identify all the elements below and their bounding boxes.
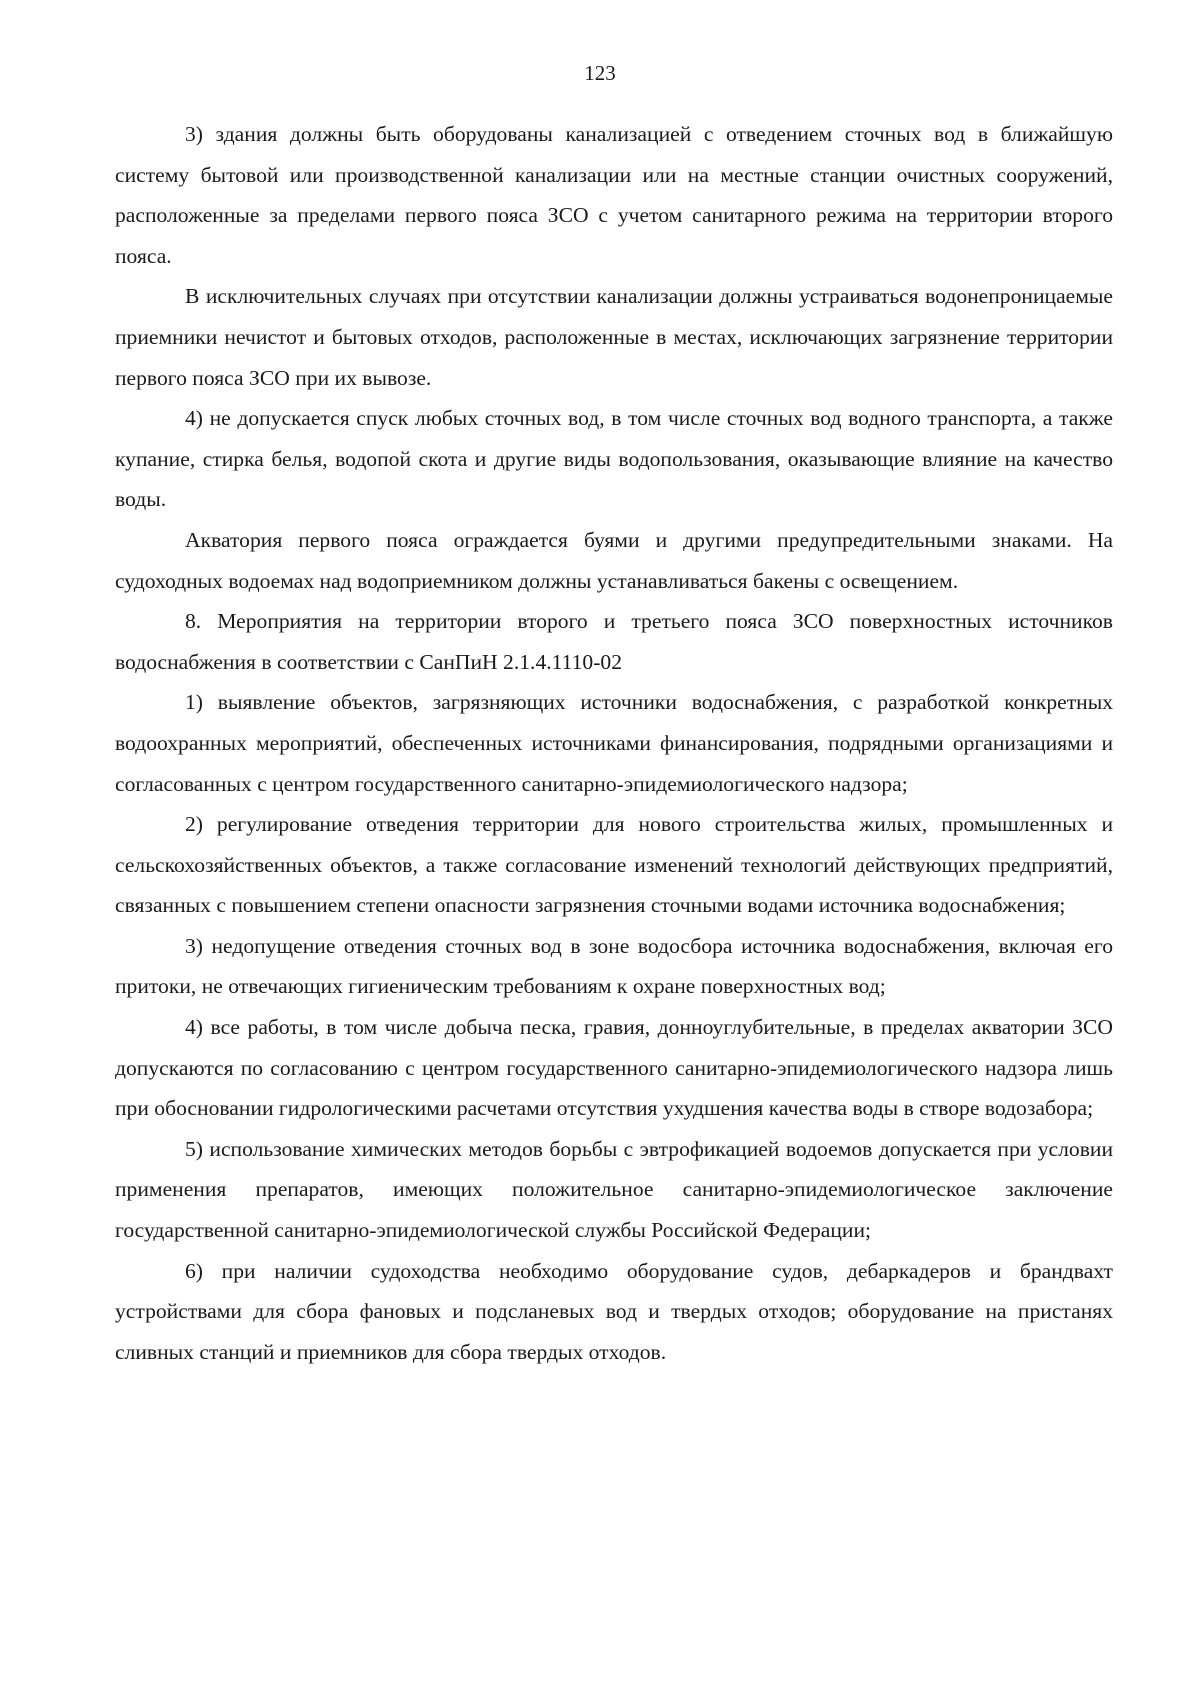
paragraph-8: 3) недопущение отведения сточных вод в зоне водосбора источника водоснабжения, включая его притоки, не отвечающих гигиеническим требованиям к охране поверхностных вод; bbox=[115, 933, 1113, 999]
document-body bbox=[115, 114, 1113, 1372]
paragraph-7: 2) регулирование отведения территории для нового строительства жилых, промышленных и сельскохозяйственных объектов, а также согласование изменений технологий действующих предприятий, связанных с повышением степени опасности загрязнения сточными водами источника водоснабжения; bbox=[115, 812, 1113, 918]
paragraph-9: 4) все работы, в том числе добыча песка, гравия, донноуглубительные, в пределах акватории ЗСО допускаются по согласованию с центром государственного санитарно-эпидемиологического надзора лишь при обосновании гидрологическими расчетами отсутствия ухудшения качества воды в створе водозабора; bbox=[115, 1015, 1113, 1121]
paragraph-3: 4) не допускается спуск любых сточных вод, в том числе сточных вод водного транспорта, а также купание, стирка белья, водопой скота и другие виды водопользования, оказывающие влияние на качество воды. bbox=[115, 406, 1113, 512]
page-number: 123 bbox=[584, 61, 616, 85]
paragraph-11: 6) при наличии судоходства необходимо оборудование судов, дебаркадеров и брандвахт устройствами для сбора фановых и подсланевых вод и твердых отходов; оборудование на пристанях сливных станций и приемников для сбора твердых отходов. bbox=[115, 1258, 1113, 1364]
paragraph-10: 5) использование химических методов борьбы с эвтрофикацией водоемов допускается при условии применения препаратов, имеющих положительное санитарно-эпидемиологическое заключение государственной санитарно-эпидемиологической службы Российской Федерации; bbox=[115, 1136, 1113, 1243]
paragraph-1: 3) здания должны быть оборудованы канализацией с отведением сточных вод в ближайшую систему бытовой или производственной канализации или на местные станции очистных сооружений, расположенные за пределами первого пояса ЗСО с учетом санитарного режима на территории второго пояса. bbox=[115, 122, 1113, 268]
paragraph-2: В исключительных случаях при отсутствии канализации должны устраиваться водонепроницаемые приемники нечистот и бытовых отходов, расположенные в местах, исключающих загрязнение территории первого пояса ЗСО при их вывозе. bbox=[115, 284, 1113, 390]
section-heading-8: 8. Мероприятия на территории второго и третьего пояса ЗСО поверхностных источников водоснабжения в соответствии с СанПиН 2.1.4.1110-02 bbox=[115, 609, 1113, 674]
paragraph-6: 1) выявление объектов, загрязняющих источники водоснабжения, с разработкой конкретных водоохранных мероприятий, обеспеченных источниками финансирования, подрядными организациями и согласованных с центром государственного санитарно-эпидемиологического надзора; bbox=[115, 690, 1113, 796]
paragraph-4: Акватория первого пояса ограждается буями и другими предупредительными знаками. На судоходных водоемах над водоприемником должны устанавливаться бакены с освещением. bbox=[115, 527, 1113, 593]
